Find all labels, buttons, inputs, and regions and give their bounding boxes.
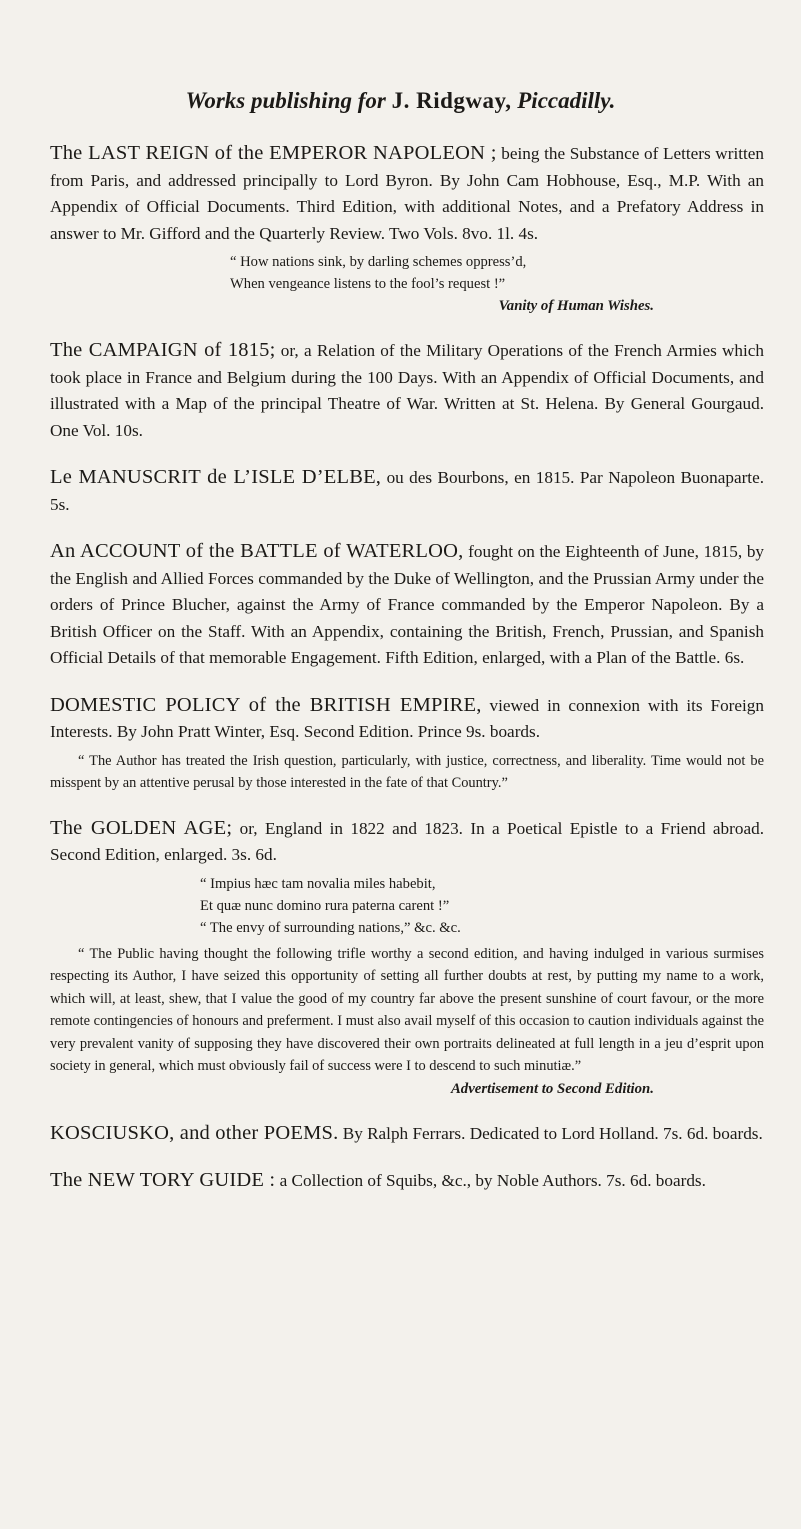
entry-title: An ACCOUNT of the BATTLE of WATERLOO, (50, 540, 464, 562)
epigraph-line: “ How nations sink, by darling schemes oppress’d, (230, 254, 527, 270)
entry-paragraph (50, 1120, 764, 1148)
entry-golden-age (50, 815, 764, 1100)
review-quote: “ The Author has treated the Irish question, particularly, with justice, correctness, and liberality. Time would not be misspent by an attentive perusal by those interested in the fate of that Country.” (50, 752, 764, 791)
entry-waterloo (50, 538, 764, 672)
entry-text: a Collection of Squibs, &c., by Noble Authors. 7s. 6d. boards. (279, 1171, 706, 1190)
entry-paragraph (50, 1167, 764, 1195)
entry-text: being the Substance of Letters written from Paris, and addressed principally to Lord Byron. By John Cam Hobhouse, Esq., M.P. With an Appendix of Official Documents. Third Edition, with additional Notes, and a Prefatory Address in answer to Mr. Gifford and the Quarterly Review. Two Vols. 8vo. 1l. 4s. (50, 144, 764, 243)
entry-paragraph (50, 538, 764, 672)
advertisement-quote: “ The Public having thought the following trifle worthy a second edition, and having indulged in various surmises respecting its Author, I have seized this opportunity of setting all further doubts at rest, by putting my name to a work, which will, at least, shew, that I value the good of my country far above the present sunshine of court favour, or the more remote contingencies of honours and preferment. I must also avail myself of this occasion to caution individuals against the very prevalent vanity of supposing they have discovered their own portraits delineated at full length in a jeu d’esprit upon society in general, which must obviously fail of success were I to descend to such minutiæ.” (50, 945, 764, 1074)
epigraph-line: Et quæ nunc domino rura paterna carent !” (200, 897, 450, 914)
entry-kosciusko (50, 1120, 764, 1148)
epigraph-line: “ Impius hæc tam novalia miles habebit, (200, 875, 436, 892)
entry-text: By Ralph Ferrars. Dedicated to Lord Holland. 7s. 6d. boards. (342, 1123, 763, 1143)
advertisement-citation: Advertisement to Second Edition. (450, 1080, 654, 1097)
header-publisher: J. Ridgway, (391, 88, 512, 113)
entry-text: or, England in 1822 and 1823. In a Poetical Epistle to a Friend abroad. Second Edition, enlarged. 3s. 6d. (50, 818, 764, 864)
entry-title: The LAST REIGN of the EMPEROR NAPOLEON ; (50, 142, 497, 164)
entry-last-reign (50, 140, 764, 317)
entry-text: ou des Bourbons, en 1815. Par Napoleon Buonaparte. 5s. (50, 468, 764, 514)
entry-paragraph (50, 464, 764, 518)
entry-title: The CAMPAIGN of 1815; (50, 339, 276, 361)
entry-paragraph (50, 692, 764, 746)
header-location: Piccadilly. (517, 88, 616, 113)
entry-text: fought on the Eighteenth of June, 1815, by the English and Allied Forces commanded by the Duke of Wellington, and the Prussian Army under the orders of Prince Blucher, against the Army of France commanded by the Emperor Napoleon. By a British Officer on the Staff. With an Appendix, containing the British, French, Prussian, and Spanish Official Details of that memorable Engagement. Fifth Edition, enlarged, with a Plan of the Battle. 6s. (50, 542, 765, 667)
entry-text: viewed in connexion with its Foreign Interests. By John Pratt Winter, Esq. Second Edition. Prince 9s. boards. (50, 695, 764, 741)
entry-paragraph (50, 815, 764, 869)
entry-text: or, a Relation of the Military Operations of the French Armies which took place in France and Belgium during the 100 Days. With an Appendix of Official Documents, and illustrated with a Map of the principal Theatre of War. Written at St. Helena. By General Gourgaud. One Vol. 10s. (50, 341, 765, 440)
epigraph-line: When vengeance listens to the fool’s request !” (230, 276, 506, 292)
entry-title: The NEW TORY GUIDE : (50, 1169, 276, 1191)
entry-campaign (50, 337, 764, 444)
epigraph-extra: “ The envy of surrounding nations,” &c. &c. (200, 919, 461, 936)
entry-manuscrit (50, 464, 764, 518)
page-header (0, 88, 801, 114)
entry-title: KOSCIUSKO, and other POEMS. (50, 1121, 339, 1144)
header-prefix: Works publishing for (185, 88, 386, 113)
entry-domestic-policy (50, 692, 764, 795)
entry-title: The GOLDEN AGE; (50, 816, 233, 839)
catalogue-entries (50, 140, 764, 1215)
entry-title: Le MANUSCRIT de L’ISLE D’ELBE, (50, 466, 382, 488)
epigraph-citation: Vanity of Human Wishes. (498, 298, 654, 314)
entry-paragraph (50, 140, 764, 247)
entry-tory-guide (50, 1167, 764, 1195)
entry-paragraph (50, 337, 764, 444)
entry-title: DOMESTIC POLICY of the BRITISH EMPIRE, (50, 693, 482, 716)
